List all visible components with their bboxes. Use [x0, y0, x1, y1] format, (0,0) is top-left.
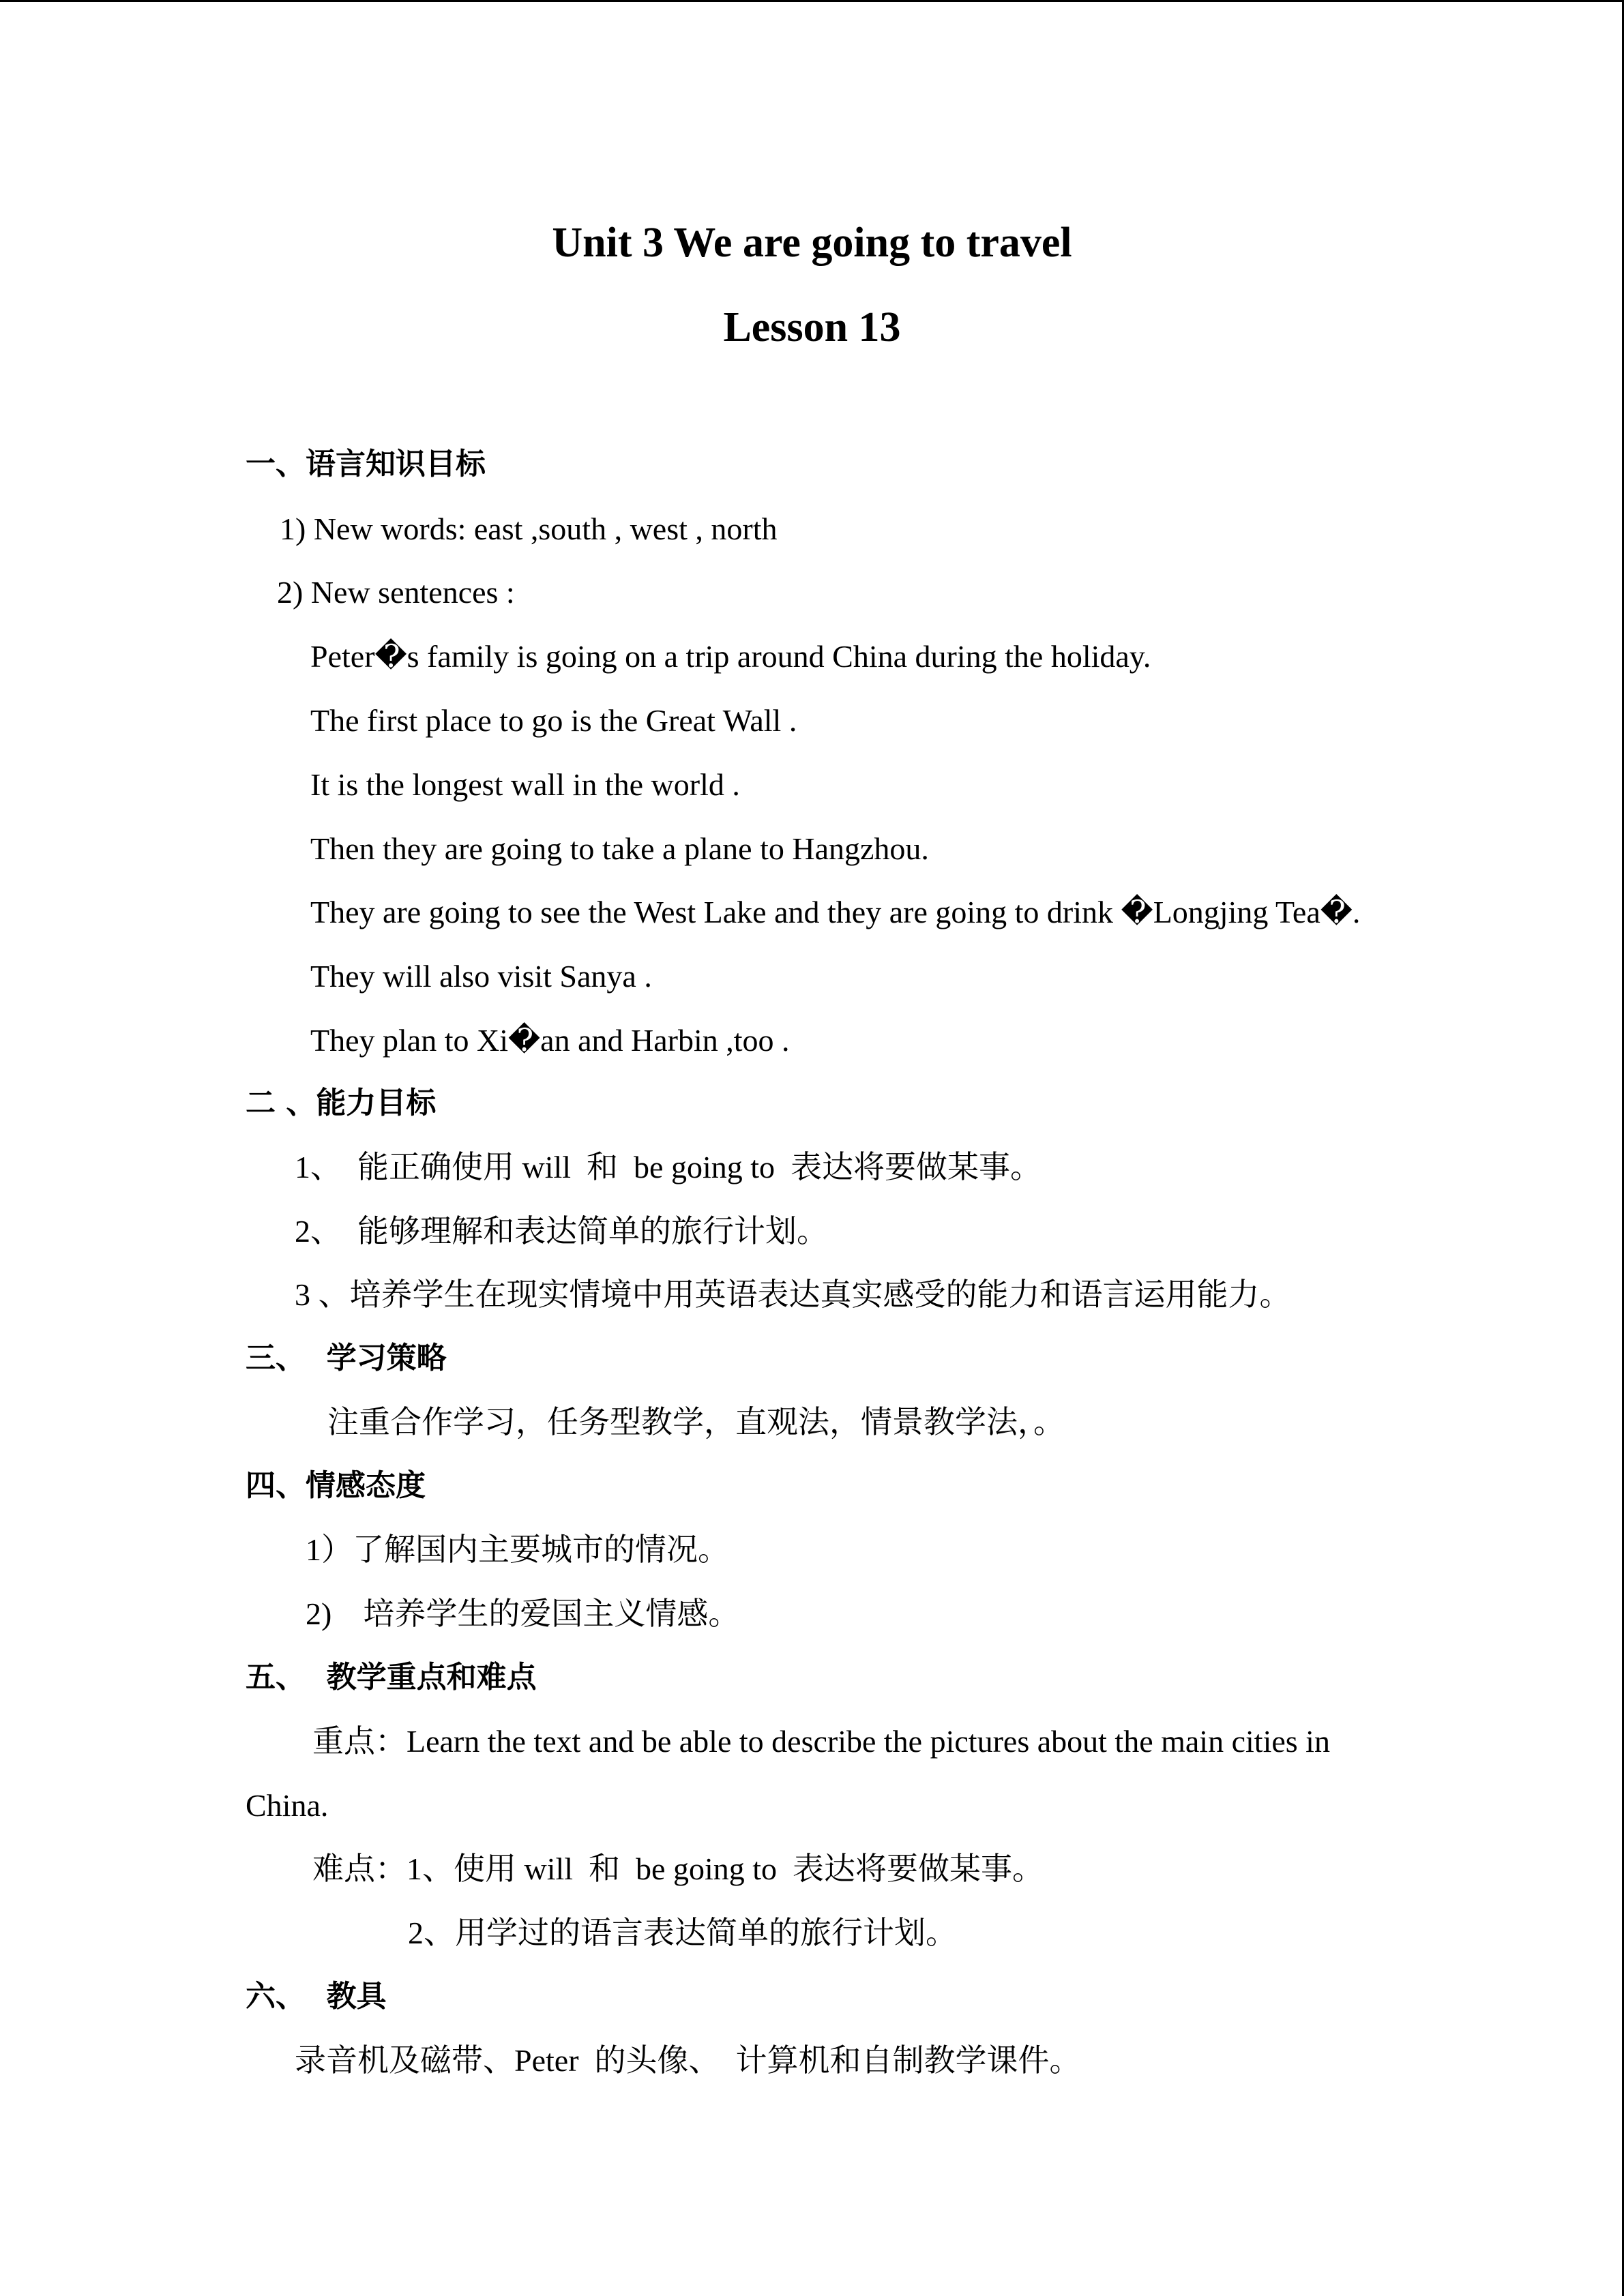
- sentence-line: They will also visit Sanya .: [310, 959, 652, 994]
- sentence-line: It is the longest wall in the world .: [310, 767, 740, 802]
- new-words-line: 1) New words: east ,south , west , north: [280, 511, 778, 546]
- section-heading-learning-strategy: 三、 学习策略: [246, 1341, 447, 1375]
- section-heading-ability-goals: 二 、能力目标: [246, 1086, 437, 1120]
- sentence-line: They are going to see the West Lake and they are going to drink �Longjing Tea�.: [310, 895, 1361, 929]
- difficulty-line: 难点：1、使用 will 和 be going to 表达将要做某事。: [312, 1851, 1044, 1886]
- strategy-text: 注重合作学习，任务型教学，直观法，情景教学法，。: [327, 1405, 1065, 1440]
- ability-item: 1、 能正确使用 will 和 be going to 表达将要做某事。: [295, 1150, 1042, 1184]
- difficulty-line: 2、用学过的语言表达简单的旅行计划。: [408, 1915, 957, 1950]
- attitude-item: 2) 培养学生的爱国主义情感。: [306, 1596, 740, 1631]
- section-heading-teaching-aids: 六、 教具: [246, 1979, 387, 2014]
- ability-item: 2、 能够理解和表达简单的旅行计划。: [295, 1214, 828, 1249]
- sentence-line: They plan to Xi�an and Harbin ,too .: [310, 1023, 790, 1058]
- section-heading-language-goals: 一、语言知识目标: [246, 447, 486, 481]
- document-title: Unit 3 We are going to travel: [552, 220, 1072, 266]
- sentence-line: Then they are going to take a plane to Hangzhou.: [310, 831, 929, 866]
- attitude-item: 1）了解国内主要城市的情况。: [306, 1532, 729, 1567]
- sentence-line: The first place to go is the Great Wall .: [310, 703, 797, 738]
- section-heading-key-points: 五、 教学重点和难点: [246, 1660, 537, 1695]
- sentence-line: Peter�s family is going on a trip around China during the holiday.: [310, 639, 1151, 674]
- key-point-line: 重点：Learn the text and be able to describe the pictures about the main cities in: [312, 1724, 1330, 1759]
- new-sentences-label: 2) New sentences :: [277, 575, 515, 610]
- key-point-continuation: China.: [246, 1788, 329, 1823]
- document-subtitle: Lesson 13: [723, 304, 901, 351]
- ability-item: 3 、培养学生在现实情境中用英语表达真实感受的能力和语言运用能力。: [295, 1277, 1291, 1312]
- section-heading-attitude: 四、情感态度: [246, 1468, 426, 1503]
- teaching-aids-text: 录音机及磁带、Peter 的头像、 计算机和自制教学课件。: [295, 2043, 1081, 2078]
